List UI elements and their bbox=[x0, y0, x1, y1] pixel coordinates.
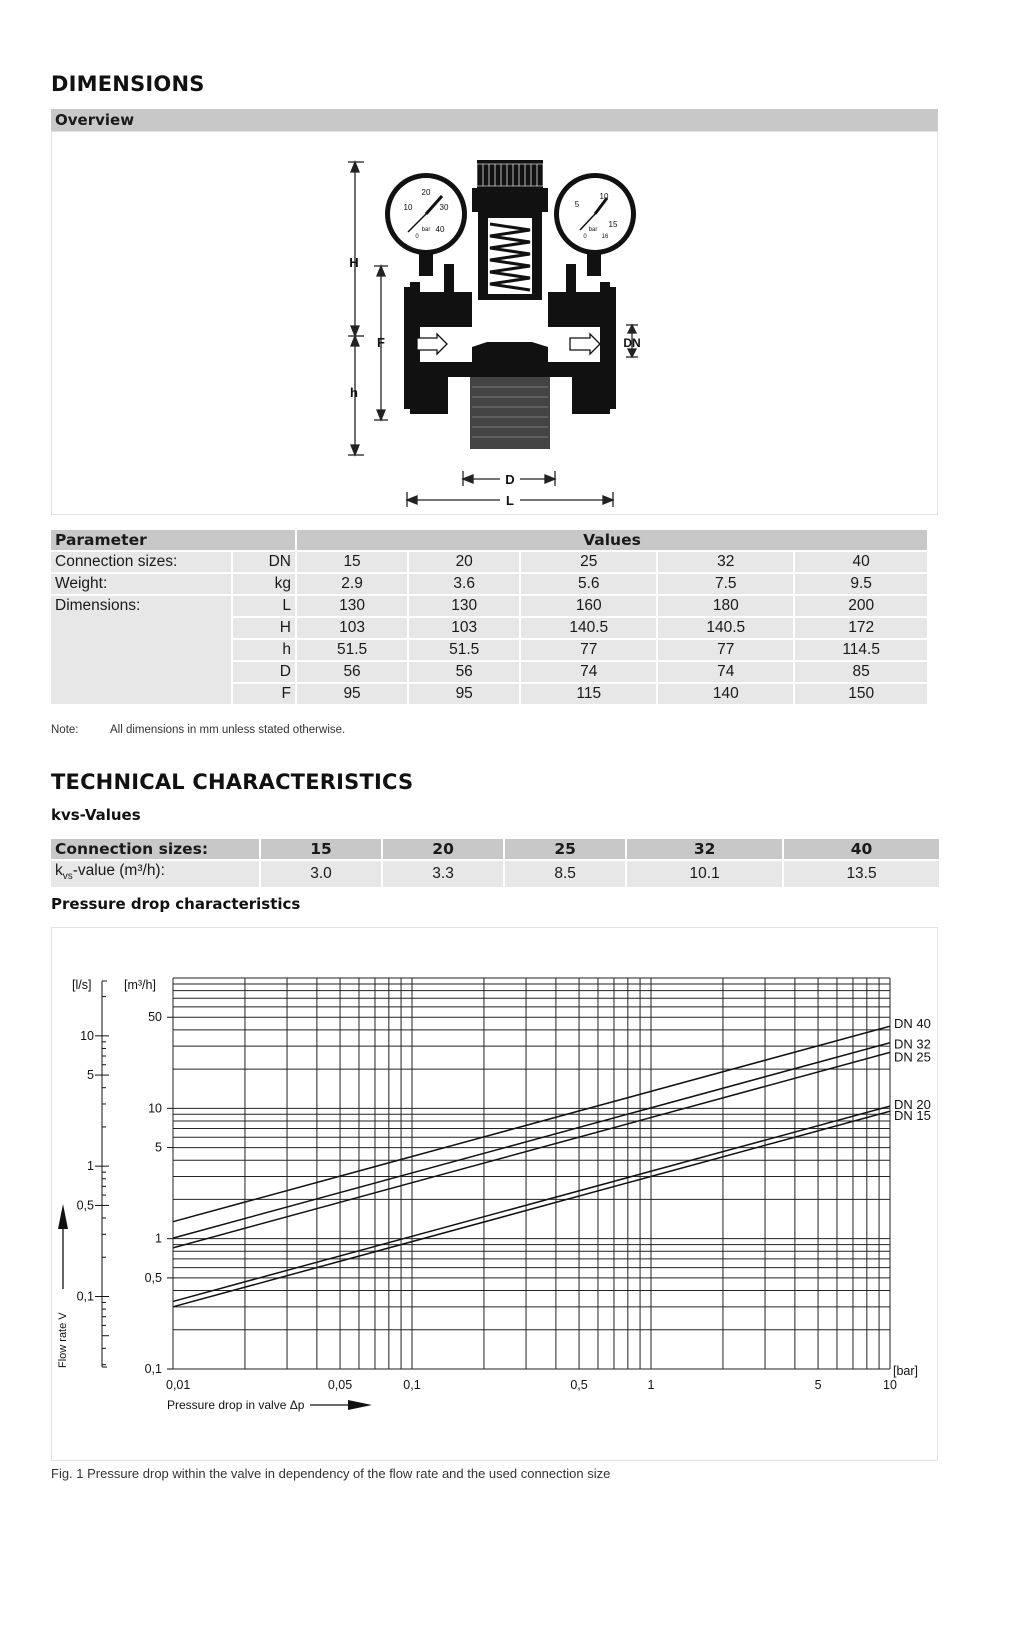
x-tick-label: 5 bbox=[814, 1378, 822, 1392]
x-tick-label: 0,05 bbox=[327, 1378, 353, 1392]
series-label: DN 40 bbox=[894, 1016, 931, 1032]
chart-grid bbox=[173, 978, 890, 1369]
series-label: DN 32 bbox=[894, 1036, 931, 1052]
table-row bbox=[51, 596, 927, 616]
cell: 150 bbox=[795, 684, 927, 704]
kvs-table bbox=[49, 837, 941, 889]
cell: 20 bbox=[409, 552, 519, 572]
x-tick-label: 1 bbox=[647, 1378, 655, 1392]
row-name: Connection sizes: bbox=[51, 552, 231, 572]
series-label: DN 15 bbox=[894, 1108, 931, 1124]
dim-label-D: D bbox=[505, 472, 515, 487]
cell: 85 bbox=[795, 662, 927, 682]
cell: 103 bbox=[409, 618, 519, 638]
cell: 51.5 bbox=[409, 640, 519, 660]
header-parameter: Parameter bbox=[51, 530, 295, 550]
y-axis-arrowhead bbox=[58, 1204, 68, 1229]
kvs-label-prefix: k bbox=[55, 862, 63, 879]
kvs-size: 40 bbox=[784, 839, 939, 859]
kvs-label-value bbox=[51, 861, 259, 887]
y-ls-tick-label: 5 bbox=[87, 1068, 94, 1083]
gauge-left-40: 40 bbox=[435, 225, 445, 234]
cell: 140.5 bbox=[658, 618, 793, 638]
y-ls-tick-label: 0,5 bbox=[76, 1198, 94, 1213]
kvs-value: 10.1 bbox=[627, 861, 782, 887]
y-tick-label: 5 bbox=[155, 1140, 162, 1155]
gauge-left-10: 10 bbox=[403, 203, 413, 212]
kvs-size: 32 bbox=[627, 839, 782, 859]
cell: 9.5 bbox=[795, 574, 927, 594]
row-unit: h bbox=[233, 640, 295, 660]
kvs-size: 25 bbox=[505, 839, 625, 859]
cell: 160 bbox=[521, 596, 656, 616]
cell: 74 bbox=[521, 662, 656, 682]
cell: 56 bbox=[409, 662, 519, 682]
cell: 77 bbox=[521, 640, 656, 660]
y-tick-label: 1 bbox=[155, 1231, 162, 1246]
dim-label-H: H bbox=[349, 255, 359, 270]
y-tick-label: 10 bbox=[148, 1101, 162, 1116]
cell: 95 bbox=[409, 684, 519, 704]
cell: 140 bbox=[658, 684, 793, 704]
row-unit: DN bbox=[233, 552, 295, 572]
dim-label-F: F bbox=[377, 335, 385, 350]
x-axis-arrowhead bbox=[348, 1400, 372, 1410]
cell: 103 bbox=[297, 618, 407, 638]
gauge-left-0: 0 bbox=[415, 234, 419, 240]
overview-drawing-box bbox=[51, 131, 938, 515]
series-label: DN 20 bbox=[894, 1097, 931, 1113]
gauge-right-10: 10 bbox=[599, 192, 609, 201]
kvs-label-sub: vs bbox=[62, 871, 73, 883]
valve-drawing bbox=[52, 132, 937, 514]
cell: 140.5 bbox=[521, 618, 656, 638]
y-tick-label: 0,1 bbox=[144, 1362, 162, 1376]
row-unit: kg bbox=[233, 574, 295, 594]
y-tick-label: 0,5 bbox=[144, 1270, 162, 1285]
row-unit: H bbox=[233, 618, 295, 638]
x-tick-label: 0,1 bbox=[403, 1378, 421, 1392]
dim-label-h: h bbox=[350, 385, 358, 400]
kvs-header-row bbox=[51, 839, 939, 859]
row-name: Weight: bbox=[51, 574, 231, 594]
gauge-right-unit: bar bbox=[588, 227, 598, 233]
x-tick-label: 10 bbox=[883, 1378, 897, 1392]
dimensions-table-header bbox=[51, 530, 927, 550]
cell: 2.9 bbox=[297, 574, 407, 594]
cell: 200 bbox=[795, 596, 927, 616]
kvs-label-sizes: Connection sizes: bbox=[51, 839, 259, 859]
cell: 5.6 bbox=[521, 574, 656, 594]
technical-heading: TECHNICAL CHARACTERISTICS bbox=[51, 770, 414, 794]
y-axis-label: Flow rate V bbox=[57, 1312, 69, 1368]
kvs-value-row bbox=[51, 861, 939, 887]
gauge-right-0: 0 bbox=[583, 234, 587, 240]
y-ls-tick-label: 10 bbox=[80, 1028, 94, 1043]
cell: 95 bbox=[297, 684, 407, 704]
pressure-drop-chart bbox=[52, 928, 937, 1460]
cell: 180 bbox=[658, 596, 793, 616]
chart-box bbox=[51, 927, 938, 1461]
header-values: Values bbox=[297, 530, 927, 550]
cell: 74 bbox=[658, 662, 793, 682]
series-line bbox=[173, 1052, 890, 1248]
cell: 15 bbox=[297, 552, 407, 572]
figure-caption: Fig. 1 Pressure drop within the valve in dependency of the flow rate and the used connection size bbox=[51, 1466, 611, 1481]
dimensions-table bbox=[49, 528, 929, 706]
table-row bbox=[51, 552, 927, 572]
note-text: All dimensions in mm unless stated otherwise. bbox=[110, 724, 346, 736]
cell: 40 bbox=[795, 552, 927, 572]
series-label: DN 25 bbox=[894, 1049, 931, 1065]
x-unit-label: [bar] bbox=[893, 1364, 919, 1378]
overview-bar: Overview bbox=[51, 109, 938, 131]
kvs-value: 3.3 bbox=[383, 861, 503, 887]
y-ls-tick-label: 0,1 bbox=[76, 1289, 94, 1304]
x-axis-label: Pressure drop in valve Δp bbox=[167, 1398, 305, 1412]
dim-label-L: L bbox=[506, 493, 514, 508]
gauge-right-15: 15 bbox=[608, 220, 618, 229]
row-unit: F bbox=[233, 684, 295, 704]
y-ls-tick-label: 1 bbox=[87, 1159, 94, 1174]
row-name: Dimensions: bbox=[51, 596, 231, 704]
gauge-left-20: 20 bbox=[421, 188, 431, 197]
dimensions-heading: DIMENSIONS bbox=[51, 72, 205, 96]
cell: 130 bbox=[409, 596, 519, 616]
kvs-heading: kvs-Values bbox=[51, 806, 141, 824]
cell: 114.5 bbox=[795, 640, 927, 660]
series-line bbox=[173, 1026, 890, 1222]
y-unit-label-ls: [l/s] bbox=[72, 978, 92, 992]
chart-axes bbox=[57, 978, 918, 1412]
row-unit: L bbox=[233, 596, 295, 616]
kvs-value: 8.5 bbox=[505, 861, 625, 887]
gauge-right-16: 16 bbox=[601, 234, 609, 240]
gauge-left-unit: bar bbox=[421, 227, 431, 233]
cell: 51.5 bbox=[297, 640, 407, 660]
cell: 32 bbox=[658, 552, 793, 572]
cell: 25 bbox=[521, 552, 656, 572]
cell: 130 bbox=[297, 596, 407, 616]
cell: 172 bbox=[795, 618, 927, 638]
cell: 115 bbox=[521, 684, 656, 704]
y-tick-label: 50 bbox=[148, 1010, 162, 1025]
note-label: Note: bbox=[51, 724, 79, 736]
x-tick-label: 0,5 bbox=[570, 1378, 588, 1392]
cell: 56 bbox=[297, 662, 407, 682]
gauge-left-30: 30 bbox=[439, 203, 449, 212]
kvs-label-suffix: -value (m³/h): bbox=[72, 862, 165, 879]
cell: 3.6 bbox=[409, 574, 519, 594]
row-unit: D bbox=[233, 662, 295, 682]
dim-label-DN: DN bbox=[623, 336, 641, 350]
cell: 7.5 bbox=[658, 574, 793, 594]
kvs-value: 3.0 bbox=[261, 861, 381, 887]
kvs-size: 15 bbox=[261, 839, 381, 859]
gauge-right-5: 5 bbox=[574, 200, 580, 209]
kvs-size: 20 bbox=[383, 839, 503, 859]
series-line bbox=[173, 1106, 890, 1301]
y-unit-label-m3h: [m³/h] bbox=[124, 978, 156, 992]
cell: 77 bbox=[658, 640, 793, 660]
table-row bbox=[51, 574, 927, 594]
kvs-value: 13.5 bbox=[784, 861, 939, 887]
x-tick-label: 0,01 bbox=[166, 1378, 191, 1392]
pressure-heading: Pressure drop characteristics bbox=[51, 895, 301, 913]
